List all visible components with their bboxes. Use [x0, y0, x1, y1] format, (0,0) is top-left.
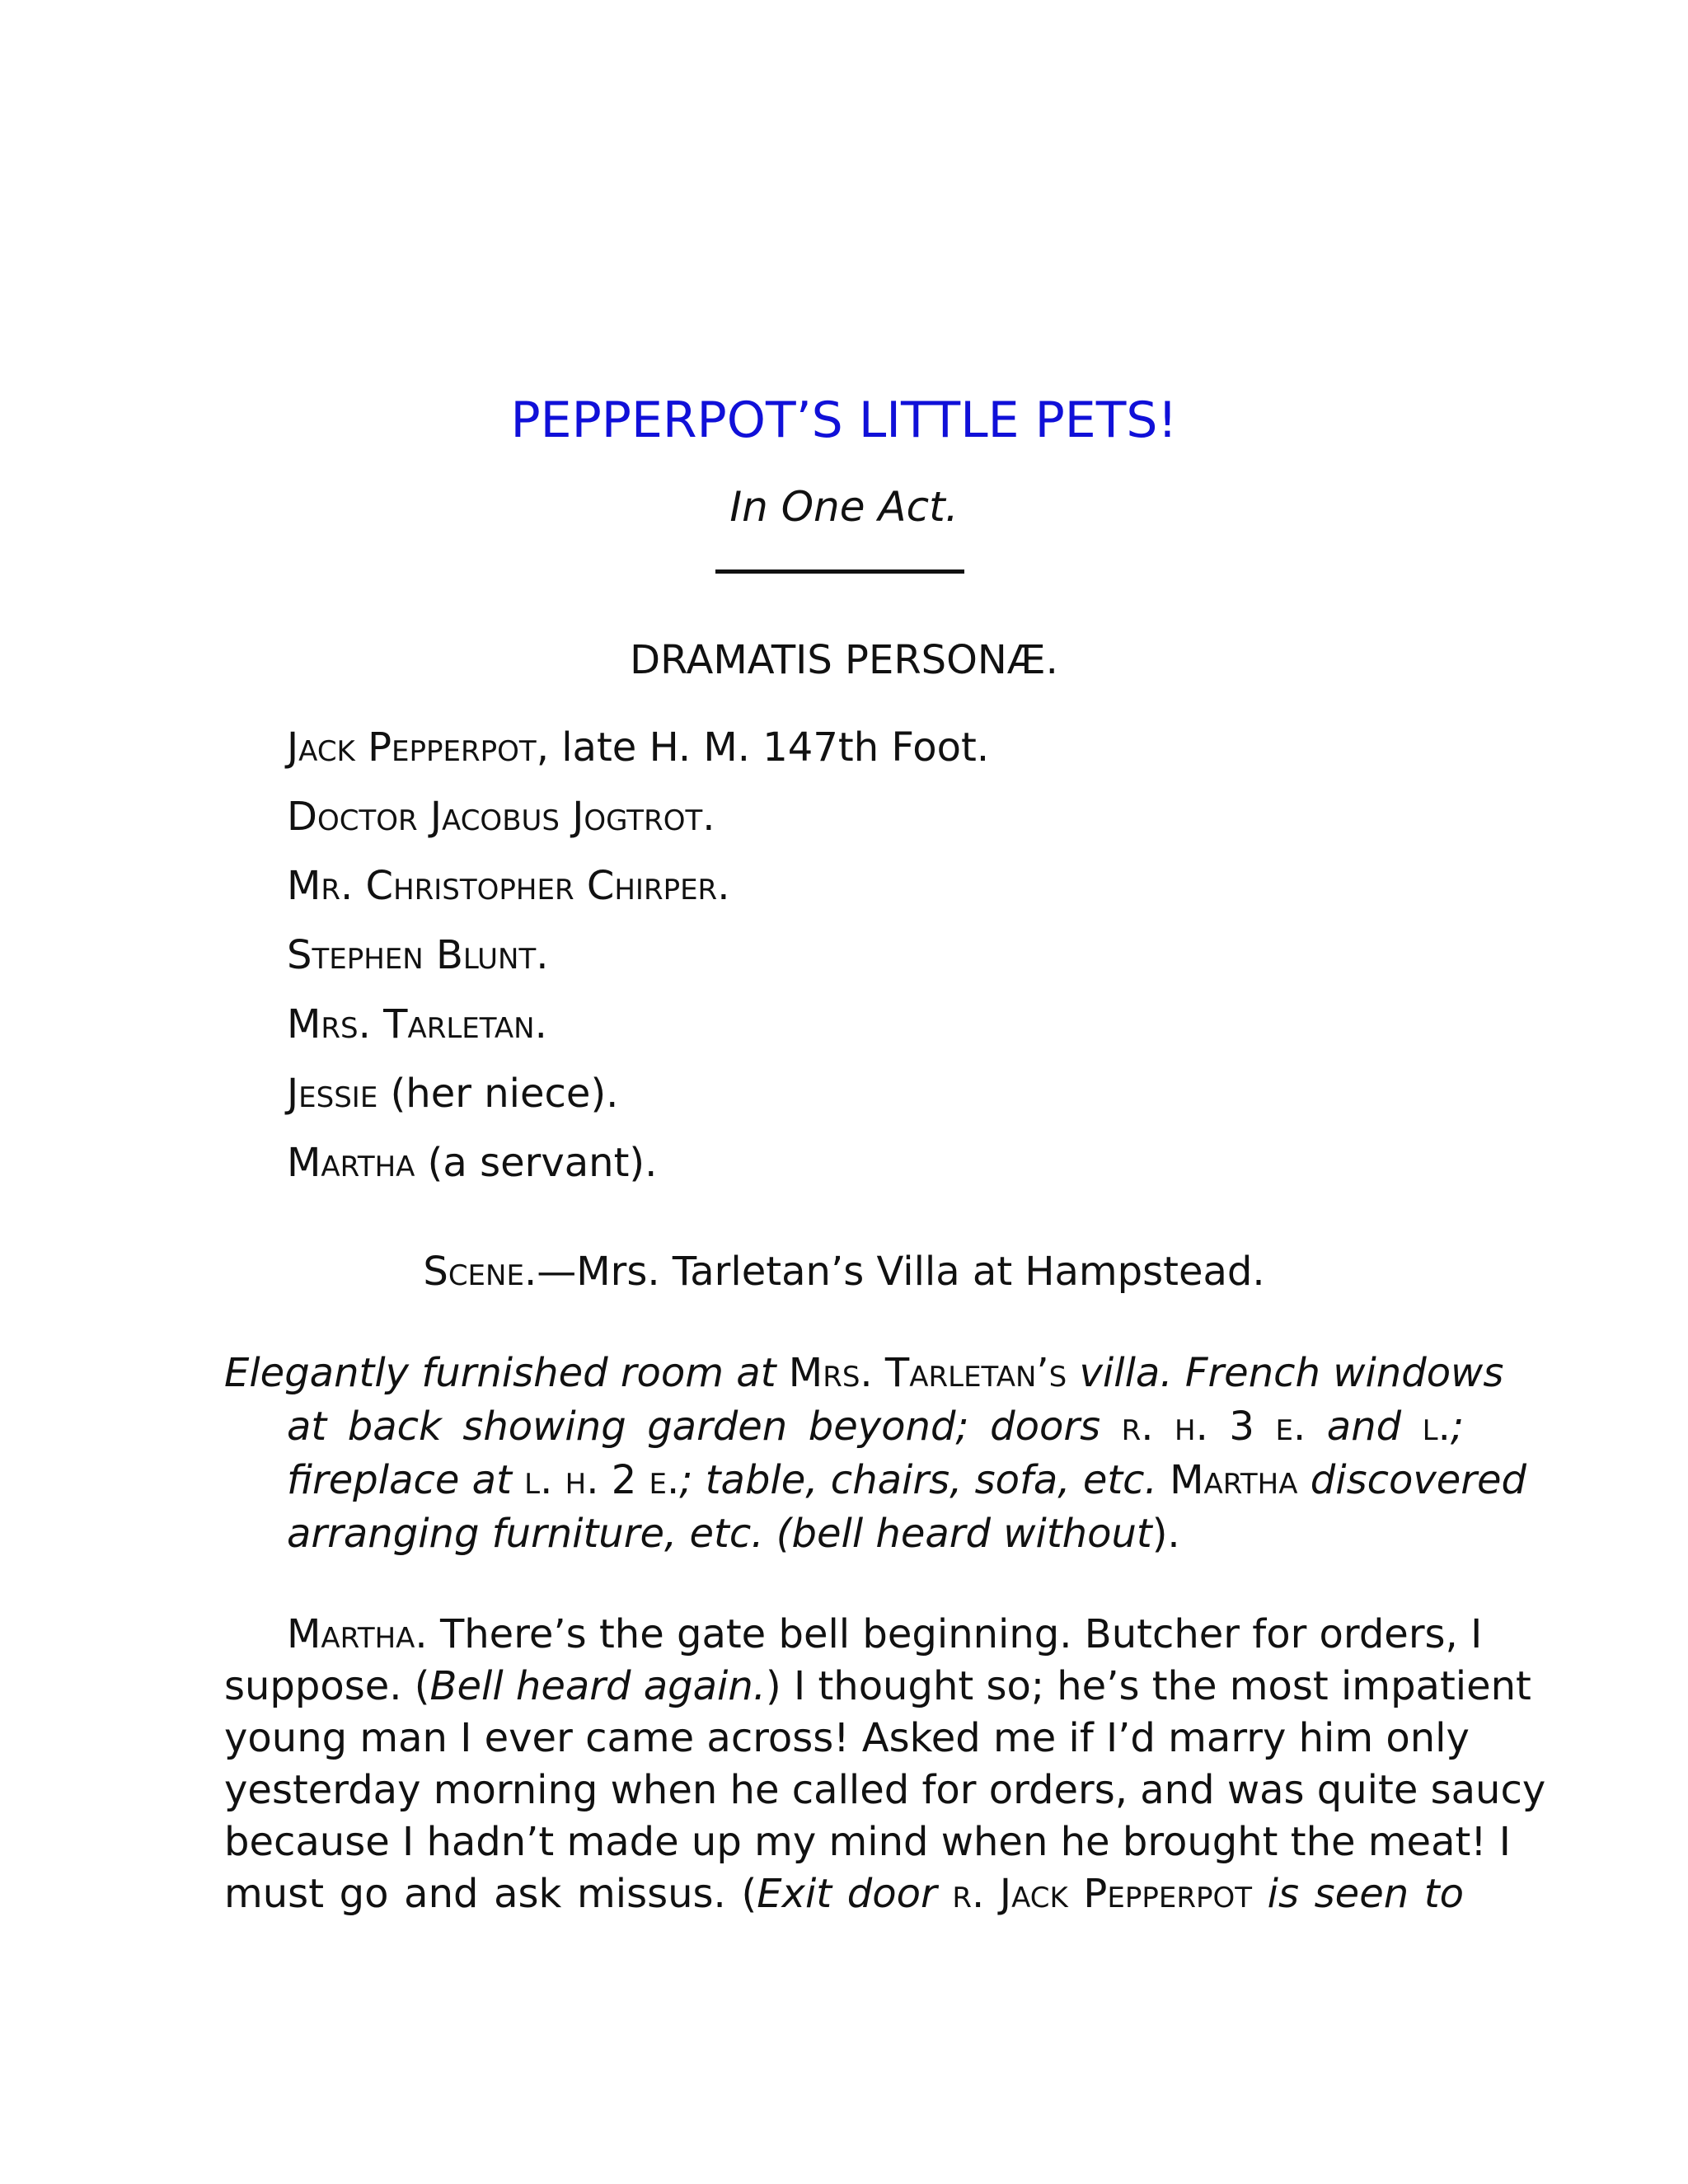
play-title: PEPPERPOT’S LITTLE PETS!: [510, 391, 1178, 449]
persona-entry: [287, 859, 729, 913]
persona-name: Jessie: [287, 1071, 378, 1117]
title-divider: [715, 569, 964, 574]
persona-name: Mrs. Tarletan: [287, 1001, 535, 1047]
persona-entry: [287, 928, 549, 982]
scene-line: [0, 1244, 1688, 1299]
persona-entry: [287, 1136, 657, 1190]
stage-direction-line: arranging furniture, etc. (bell heard without).: [287, 1511, 1180, 1557]
stage-direction-line: at back showing garden beyond; doors r. h. 3 e. and l.;: [287, 1404, 1465, 1450]
persona-note: .: [702, 794, 715, 840]
dramatis-personae-heading: DRAMATIS PERSONÆ.: [630, 637, 1058, 683]
persona-note: .: [536, 932, 549, 978]
stage-direction-line: fireplace at l. h. 2 e.; table, chairs, sofa, etc. Martha discovered: [287, 1457, 1526, 1503]
persona-name: Jack Pepperpot: [287, 724, 537, 771]
persona-name: Mr. Christopher Chirper: [287, 863, 718, 909]
dialogue-line: because I hadn’t made up my mind when he brought the meat! I: [224, 1819, 1511, 1865]
speaker-name: Martha: [287, 1611, 415, 1657]
scene-text: —Mrs. Tarletan’s Villa at Hampstead.: [537, 1249, 1265, 1295]
dialogue-paragraph: [224, 1609, 1546, 1920]
persona-entry: [287, 997, 547, 1052]
persona-entry: [287, 1066, 618, 1121]
persona-note: .: [534, 1001, 547, 1047]
dialogue-line: young man I ever came across! Asked me if I’d marry him only: [224, 1715, 1470, 1761]
persona-name: Martha: [287, 1140, 415, 1186]
dialogue-line: yesterday morning when he called for orders, and was quite saucy: [224, 1767, 1546, 1813]
dialogue-line: suppose. (Bell heard again.) I thought so; he’s the most impatient: [224, 1663, 1531, 1709]
persona-note: .: [717, 863, 730, 909]
stage-direction: [224, 1347, 1526, 1561]
persona-entry: [287, 790, 715, 844]
dialogue-line: must go and ask missus. (Exit door r. Jack Pepperpot is seen to: [224, 1871, 1465, 1917]
scene-label: Scene.: [423, 1249, 537, 1295]
persona-note: (her niece).: [377, 1071, 619, 1117]
dialogue-line: Martha. There’s the gate bell beginning. Butcher for orders, I: [287, 1611, 1483, 1657]
stage-direction-line: Elegantly furnished room at Mrs. Tarletan’s villa. French windows: [224, 1350, 1504, 1396]
persona-entry: [287, 720, 989, 775]
play-subtitle: In One Act.: [729, 483, 959, 531]
persona-note: , late H. M. 147th Foot.: [536, 724, 990, 771]
persona-name: Doctor Jacobus Jogtrot: [287, 794, 703, 840]
persona-note: (a servant).: [415, 1140, 658, 1186]
persona-name: Stephen Blunt: [287, 932, 537, 978]
